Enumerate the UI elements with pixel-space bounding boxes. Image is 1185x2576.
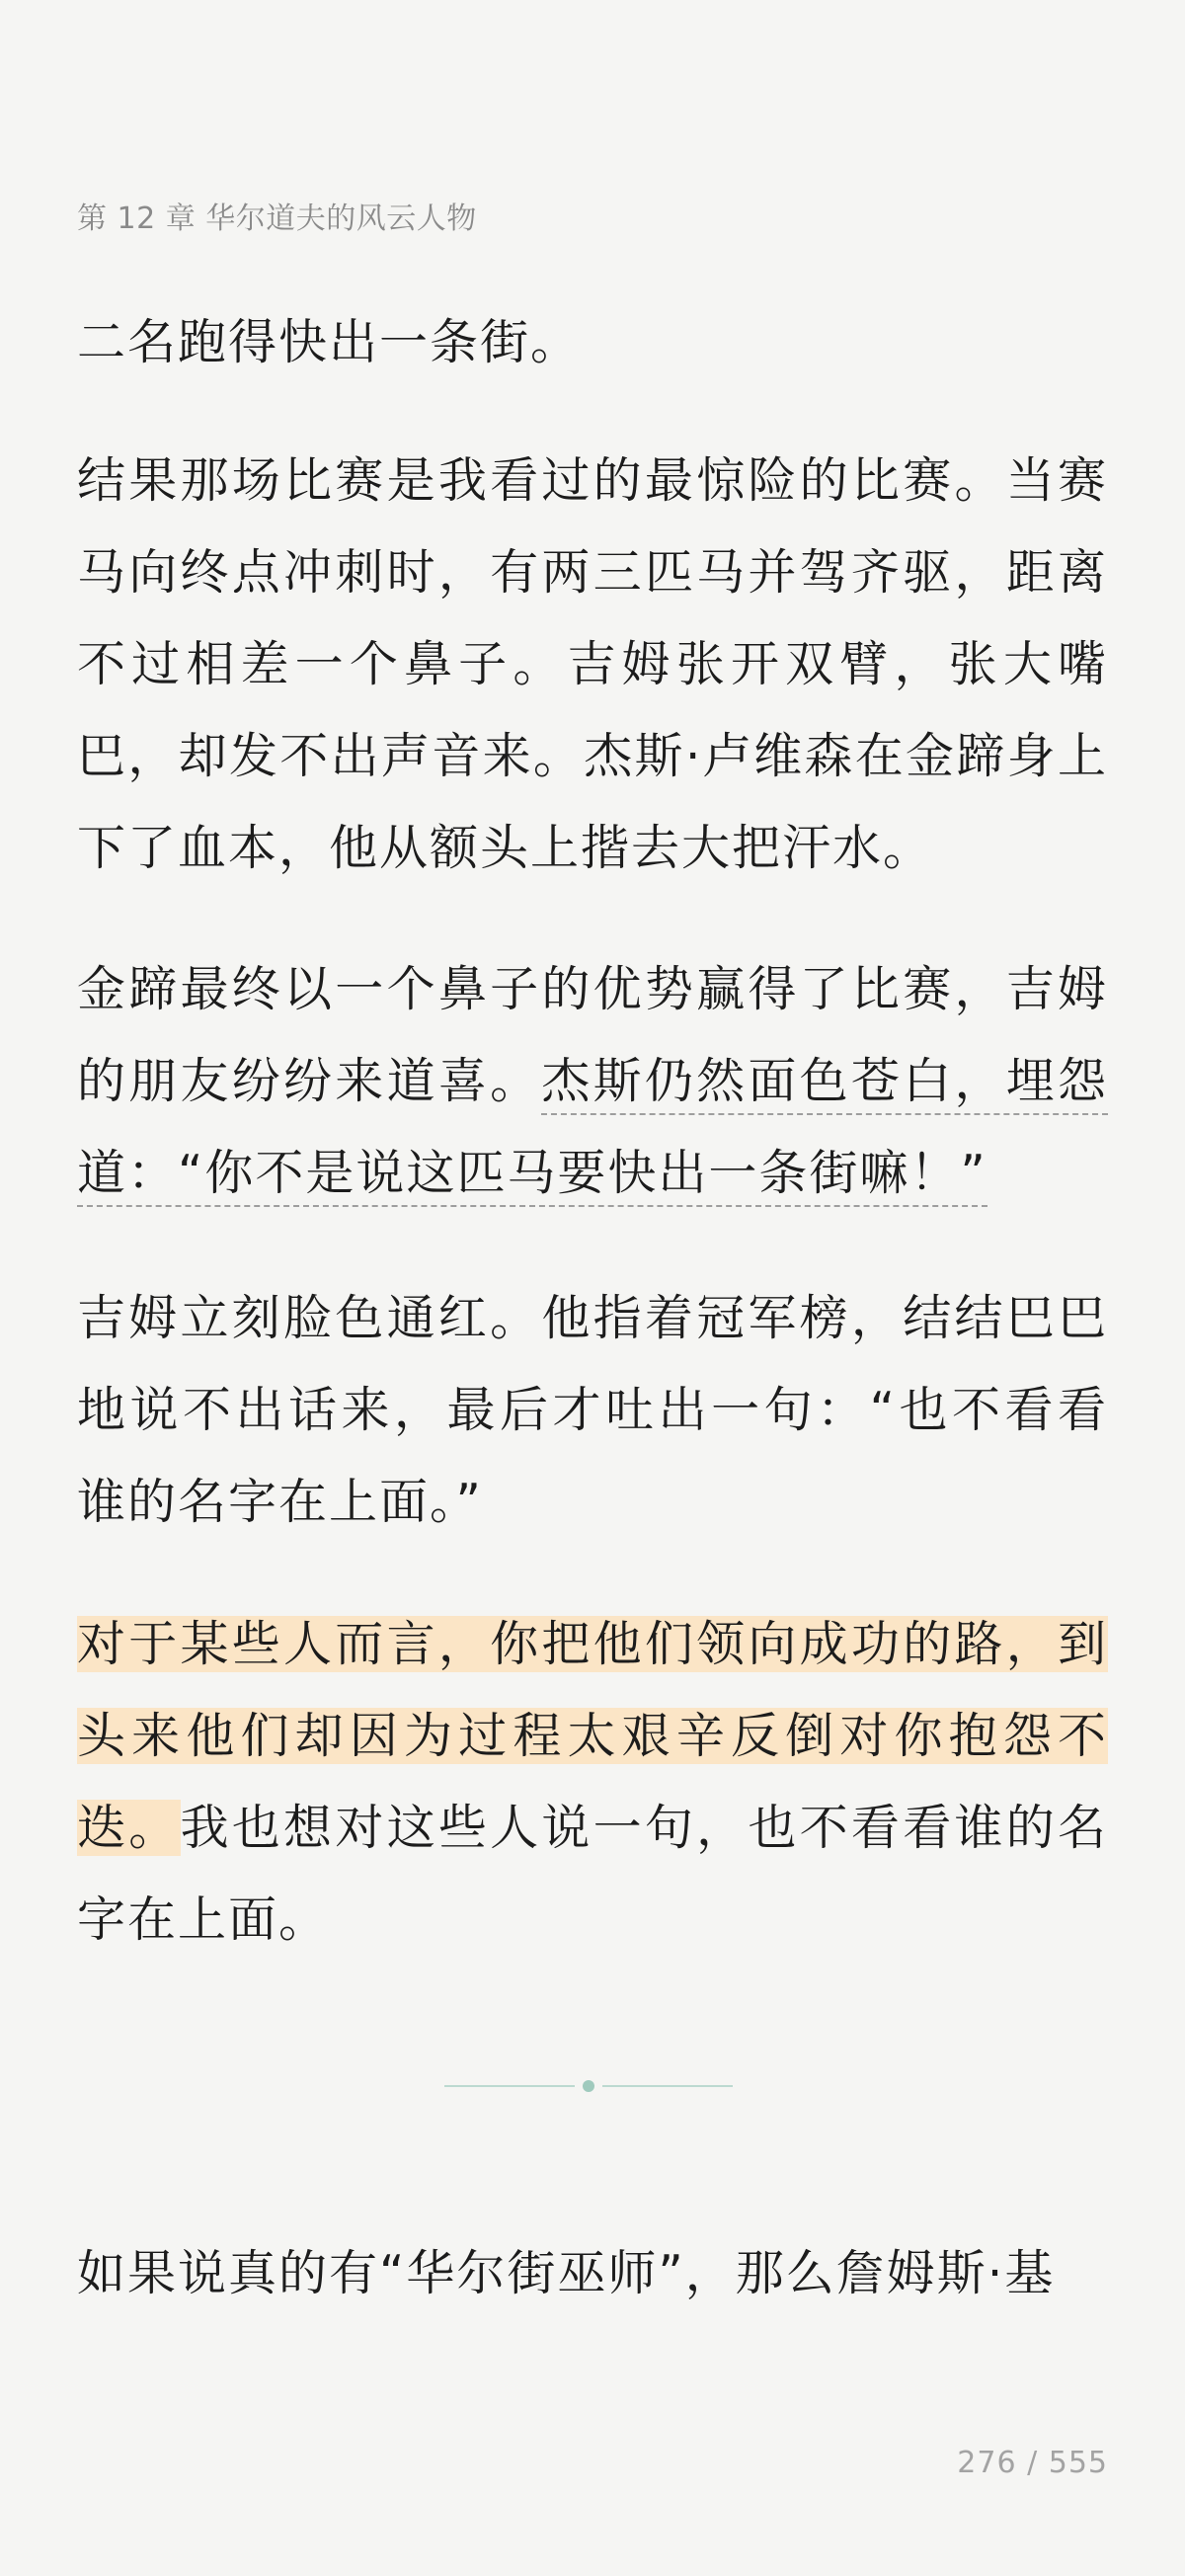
divider-dot — [583, 2080, 594, 2092]
underlined-note[interactable]: 杰斯仍然面色苍白，埋怨道：“你不是说这匹马要快出一条街嘛！” — [77, 1053, 1108, 1207]
page-indicator: 276 / 555 — [957, 2446, 1108, 2480]
section-divider — [444, 2078, 733, 2094]
paragraph-2[interactable]: 结果那场比赛是我看过的最惊险的比赛。当赛马向终点冲刺时，有两三匹马并驾齐驱，距离不过相差一个鼻子。吉姆张开双臂，张大嘴巴，却发不出声音来。杰斯·卢维森在金蹄身上下了血本，他从额头上揩去大把汗水。 — [77, 452, 1108, 876]
divider-line-right — [602, 2085, 733, 2087]
highlighted-passage[interactable]: 对于某些人而言，你把他们领向成功的路，到头来他们却因为过程太艰辛反倒对你抱怨不迭。 — [77, 1616, 1108, 1856]
paragraph-5[interactable] — [77, 1598, 1108, 1966]
paragraph-5-text: 我也想对这些人说一句，也不看看谁的名字在上面。 — [77, 1800, 1108, 1948]
paragraph-3[interactable] — [77, 943, 1108, 1219]
paragraph-4[interactable]: 吉姆立刻脸色通红。他指着冠军榜，结结巴巴地说不出话来，最后才吐出一句：“也不看看谁的名字在上面。” — [77, 1290, 1108, 1530]
chapter-title: 第 12 章 华尔道夫的风云人物 — [77, 201, 477, 236]
divider-line-left — [444, 2085, 575, 2087]
paragraph-1[interactable]: 二名跑得快出一条街。 — [77, 314, 582, 370]
paragraph-6[interactable]: 如果说真的有“华尔街巫师”，那么詹姆斯·基 — [77, 2245, 1056, 2301]
paragraph-3-text: 金蹄最终以一个鼻子的优势赢得了比赛，吉姆的朋友纷纷来道喜。 — [77, 961, 1108, 1109]
